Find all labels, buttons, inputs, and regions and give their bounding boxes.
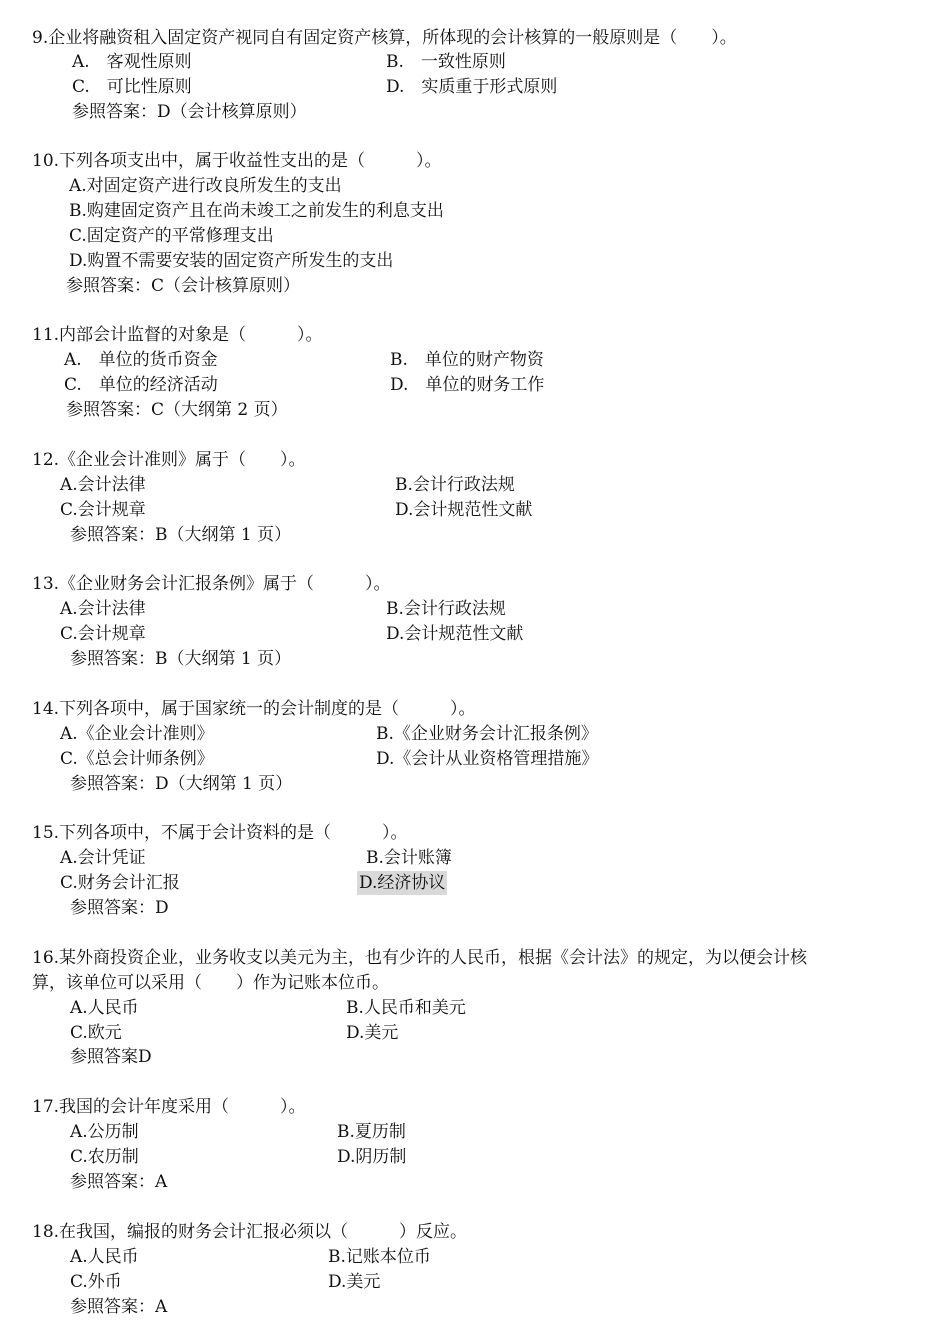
question-stem: 13.《企业财务会计汇报条例》属于（ ）。 — [32, 574, 391, 594]
question-stem: 9.企业将融资租入固定资产视同自有固定资产核算，所体现的会计核算的一般原则是（ ）。 — [32, 28, 737, 48]
question-stem: 16.某外商投资企业，业务收支以美元为主，也有少许的人民币，根据《会计法》的规定，为以便会计核 — [32, 948, 808, 968]
option-b: B.会计行政法规 — [386, 599, 506, 619]
option-d: D.会计规范性文献 — [395, 500, 533, 520]
question-stem: 10.下列各项支出中，属于收益性支出的是（ ）。 — [32, 151, 442, 171]
option-a: A.会计法律 — [60, 599, 146, 619]
option-b: B.人民币和美元 — [346, 998, 466, 1018]
question-stem: 17.我国的会计年度采用（ ）。 — [32, 1097, 306, 1117]
option-d: D. 单位的财务工作 — [390, 375, 545, 395]
option-a: A.会计法律 — [60, 475, 146, 495]
reference-answer: 参照答案D — [70, 1047, 152, 1067]
reference-answer: 参照答案：C（会计核算原则） — [66, 276, 301, 296]
option-a: A. 单位的货币资金 — [64, 350, 218, 370]
option-b: B.《企业财务会计汇报条例》 — [376, 724, 598, 744]
question-stem: 18.在我国，编报的财务会计汇报必须以（ ）反应。 — [32, 1222, 468, 1242]
option-c: C.农历制 — [70, 1147, 139, 1167]
option-d-highlighted: D.经济协议 — [359, 873, 446, 893]
question-stem-continued: 算，该单位可以采用（ ）作为记账本位币。 — [32, 973, 389, 993]
option-d: D.购置不需要安装的固定资产所发生的支出 — [69, 251, 394, 271]
option-d: D.美元 — [346, 1023, 399, 1043]
reference-answer: 参照答案：D — [70, 898, 169, 918]
option-d: D.会计规范性文献 — [386, 624, 524, 644]
reference-answer: 参照答案：D（会计核算原则） — [72, 102, 307, 122]
option-c: C.欧元 — [70, 1023, 122, 1043]
question-stem: 12.《企业会计准则》属于（ ）。 — [32, 450, 306, 470]
option-a: A.对固定资产进行改良所发生的支出 — [69, 176, 342, 196]
option-a: A.会计凭证 — [60, 848, 146, 868]
option-c: C.《总会计师条例》 — [60, 749, 214, 769]
option-c: C. 可比性原则 — [72, 77, 192, 97]
reference-answer: 参照答案：D（大纲第 1 页） — [70, 774, 293, 794]
reference-answer: 参照答案：A — [70, 1172, 168, 1192]
reference-answer: 参照答案：B（大纲第 1 页） — [70, 525, 292, 545]
option-c: C.财务会计汇报 — [60, 873, 180, 893]
question-stem: 14.下列各项中，属于国家统一的会计制度的是（ ）。 — [32, 699, 476, 719]
option-d: D. 实质重于形式原则 — [386, 77, 558, 97]
question-stem: 11.内部会计监督的对象是（ ）。 — [32, 325, 323, 345]
option-a: A.公历制 — [70, 1122, 139, 1142]
reference-answer: 参照答案：A — [70, 1297, 168, 1317]
option-c: C. 单位的经济活动 — [64, 375, 218, 395]
option-b: B.会计账簿 — [366, 848, 452, 868]
option-a: A.人民币 — [70, 998, 139, 1018]
option-c: C.会计规章 — [60, 500, 146, 520]
option-b: B.夏历制 — [337, 1122, 406, 1142]
option-b: B.购建固定资产且在尚未竣工之前发生的利息支出 — [69, 201, 444, 221]
option-b: B. 单位的财产物资 — [390, 350, 544, 370]
option-d: D.阴历制 — [337, 1147, 407, 1167]
option-c: C.会计规章 — [60, 624, 146, 644]
reference-answer: 参照答案：C（大纲第 2 页） — [66, 400, 288, 420]
option-b: B. 一致性原则 — [386, 52, 506, 72]
question-stem: 15.下列各项中，不属于会计资料的是（ ）。 — [32, 823, 408, 843]
option-b: B.记账本位币 — [328, 1247, 431, 1267]
reference-answer: 参照答案：B（大纲第 1 页） — [70, 649, 292, 669]
option-a: A.人民币 — [70, 1247, 139, 1267]
option-a: A. 客观性原则 — [72, 52, 192, 72]
option-a: A.《企业会计准则》 — [60, 724, 214, 744]
option-d: D.美元 — [328, 1272, 381, 1292]
option-d: D.《会计从业资格管理措施》 — [376, 749, 599, 769]
option-c: C.外币 — [70, 1272, 122, 1292]
option-c: C.固定资产的平常修理支出 — [69, 226, 274, 246]
option-b: B.会计行政法规 — [395, 475, 515, 495]
